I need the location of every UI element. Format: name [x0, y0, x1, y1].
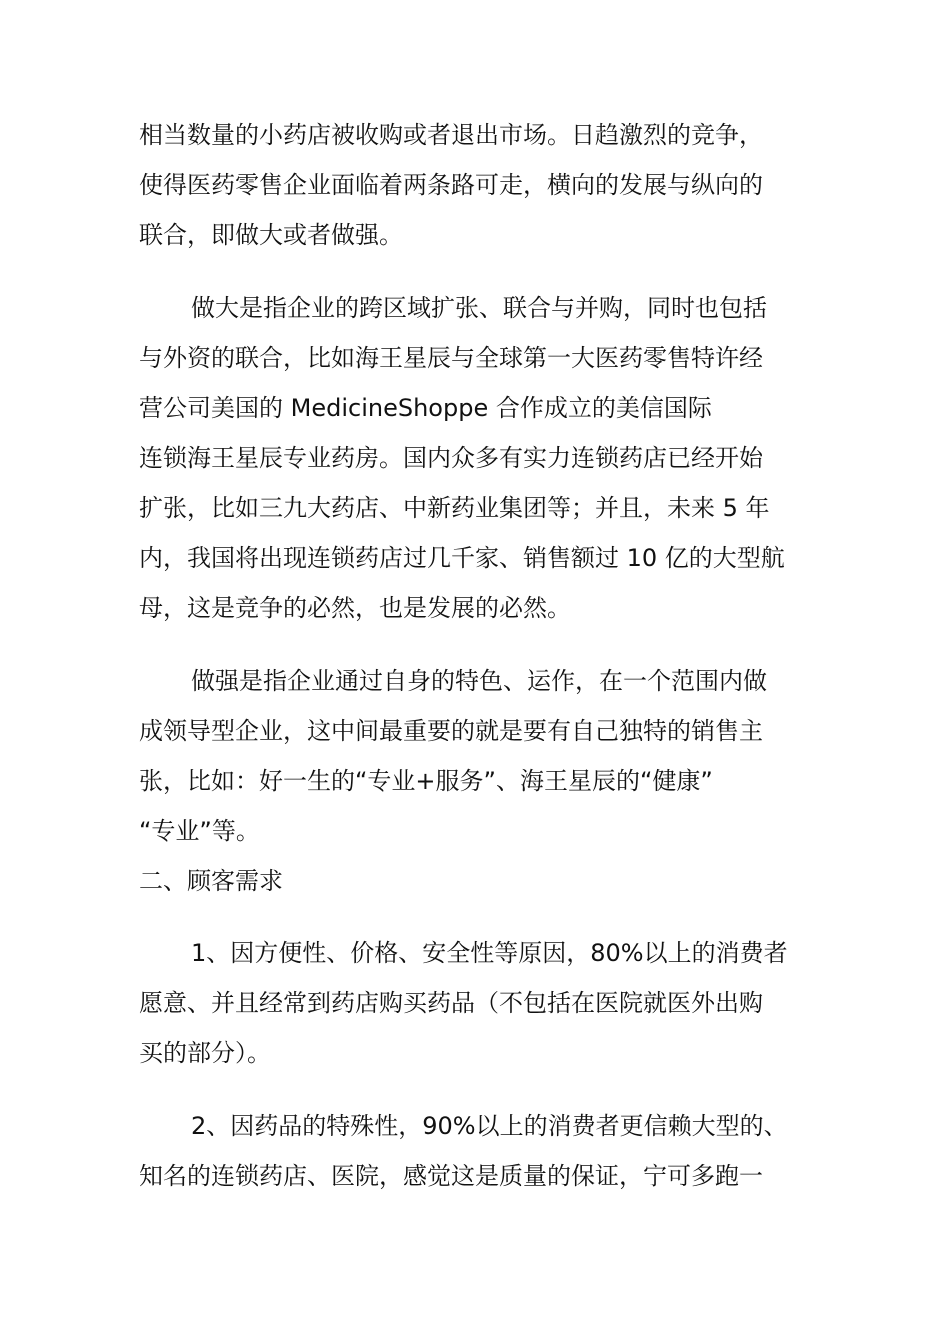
paragraph-line: 相当数量的小药店被收购或者退出市场。日趋激烈的竞争，	[139, 121, 763, 149]
paragraph-line: 联合，即做大或者做强。	[139, 221, 403, 249]
paragraph-line: 买的部分）。	[139, 1039, 271, 1067]
paragraph-line: 成领导型企业，这中间最重要的就是要有自己独特的销售主	[139, 717, 763, 745]
paragraph-line: 张，比如：好一生的“专业+服务”、海王星辰的“健康”	[139, 767, 713, 795]
paragraph-line: 与外资的联合，比如海王星辰与全球第一大医药零售特许经	[139, 344, 763, 372]
paragraph-line: 知名的连锁药店、医院，感觉这是质量的保证，宁可多跑一	[139, 1162, 763, 1190]
paragraph-line: 连锁海王星辰专业药房。国内众多有实力连锁药店已经开始	[139, 444, 763, 472]
paragraph-line: 使得医药零售企业面临着两条路可走，横向的发展与纵向的	[139, 171, 763, 199]
paragraph-line: 1、因方便性、价格、安全性等原因，80%以上的消费者	[191, 939, 788, 967]
paragraph-line: 做大是指企业的跨区域扩张、联合与并购，同时也包括	[191, 294, 767, 322]
paragraph-line: 2、因药品的特殊性，90%以上的消费者更信赖大型的、	[191, 1112, 788, 1140]
paragraph-line: 扩张，比如三九大药店、中新药业集团等；并且，未来 5 年	[139, 494, 770, 522]
paragraph-line: 做强是指企业通过自身的特色、运作，在一个范围内做	[191, 667, 767, 695]
section-heading: 二、顾客需求	[139, 867, 283, 895]
paragraph-line: 愿意、并且经常到药店购买药品（不包括在医院就医外出购	[139, 989, 763, 1017]
paragraph-line: 母，这是竞争的必然，也是发展的必然。	[139, 594, 571, 622]
paragraph-line: 内，我国将出现连锁药店过几千家、销售额过 10 亿的大型航	[139, 544, 785, 572]
paragraph-line: 营公司美国的 MedicineShoppe 合作成立的美信国际	[139, 394, 712, 422]
paragraph-line: “专业”等。	[139, 817, 260, 845]
